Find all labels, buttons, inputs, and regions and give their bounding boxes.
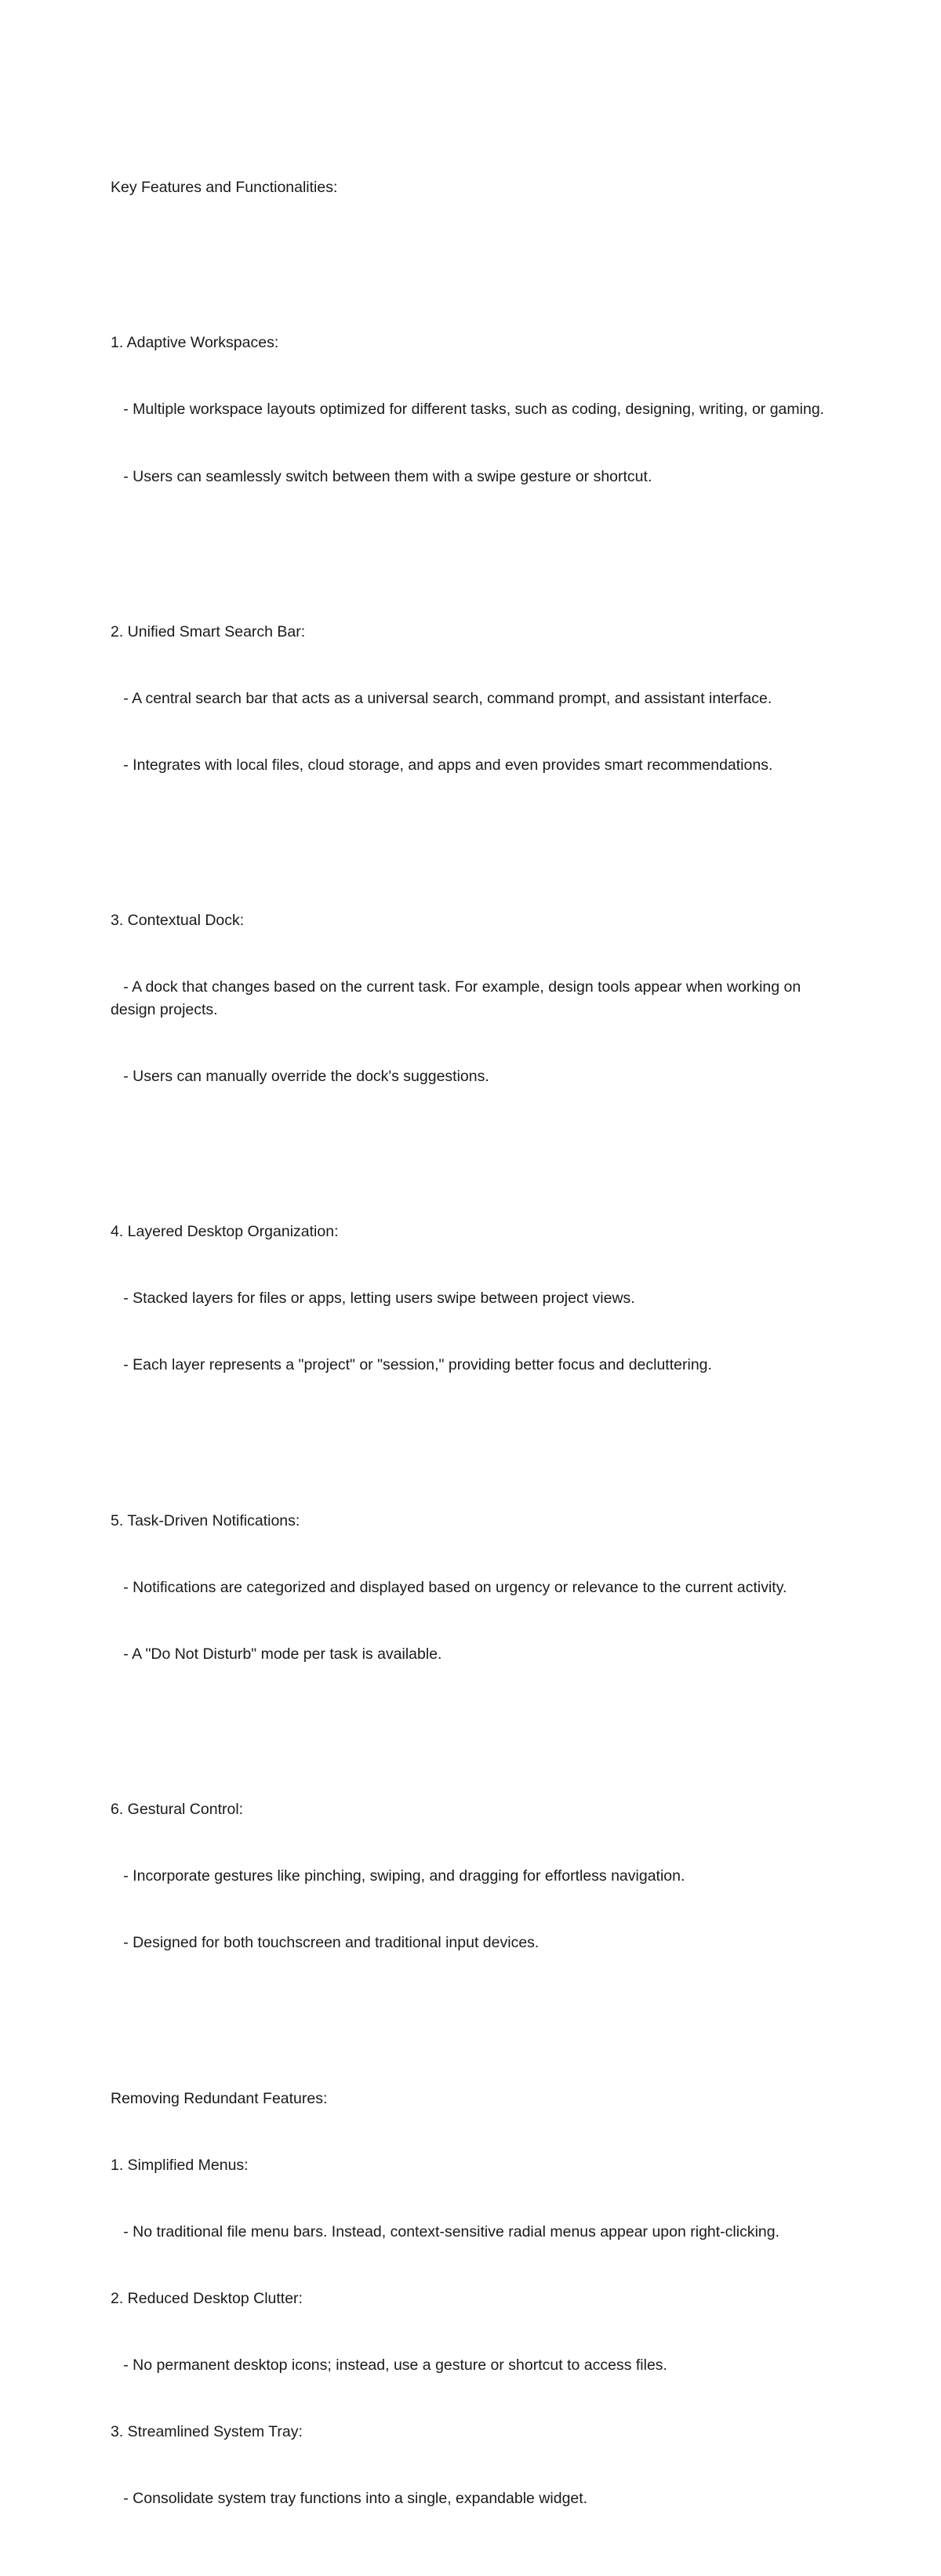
section-title-adaptive-workspaces: 1. Adaptive Workspaces: xyxy=(111,334,279,352)
section-bullet: - Each layer represents a "project" or "session," providing better focus and decluttering. xyxy=(111,1356,712,1374)
document-heading: Key Features and Functionalities: xyxy=(111,179,338,197)
removing-bullet: - No traditional file menu bars. Instead, context-sensitive radial menus appear upon right-clicking. xyxy=(111,2222,780,2240)
spacer xyxy=(111,1420,832,1442)
removing-title-system-tray: 3. Streamlined System Tray: xyxy=(111,2422,303,2440)
section-bullet: - Integrates with local files, cloud storage, and apps and even provides smart recommendations. xyxy=(111,756,773,774)
section-bullet: - A dock that changes based on the current task. For example, design tools appear when working on design projects. xyxy=(111,978,805,1018)
section-title-task-notifications: 5. Task-Driven Notifications: xyxy=(111,1511,300,1529)
removing-heading: Removing Redundant Features: xyxy=(111,2089,328,2107)
section-title-unified-search: 2. Unified Smart Search Bar: xyxy=(111,622,306,640)
section-title-layered-desktop: 4. Layered Desktop Organization: xyxy=(111,1223,339,1241)
removing-bullet: - No permanent desktop icons; instead, use a gesture or shortcut to access files. xyxy=(111,2356,667,2374)
spacer xyxy=(111,1998,832,2020)
section-bullet: - A "Do Not Disturb" mode per task is available. xyxy=(111,1645,442,1663)
section-bullet: - Designed for both touchscreen and traditional input devices. xyxy=(111,1934,540,1952)
section-bullet: - Stacked layers for files or apps, letting users swipe between project views. xyxy=(111,1290,635,1308)
section-bullet: - Notifications are categorized and displayed based on urgency or relevance to the current activity. xyxy=(111,1578,787,1596)
spacer xyxy=(111,1132,832,1154)
spacer xyxy=(111,532,832,554)
section-bullet: - Multiple workspace layouts optimized for different tasks, such as coding, designing, writing, or gaming. xyxy=(111,401,825,419)
section-bullet: - Incorporate gestures like pinching, swiping, and dragging for effortless navigation. xyxy=(111,1867,685,1885)
section-title-gestural-control: 6. Gestural Control: xyxy=(111,1801,244,1819)
spacer xyxy=(111,1710,832,1732)
removing-title-simplified-menus: 1. Simplified Menus: xyxy=(111,2156,249,2174)
section-bullet: - A central search bar that acts as a universal search, command prompt, and assistant interface. xyxy=(111,689,772,707)
spacer xyxy=(111,821,832,843)
removing-title-reduced-clutter: 2. Reduced Desktop Clutter: xyxy=(111,2289,303,2307)
section-bullet: - Users can seamlessly switch between them with a swipe gesture or shortcut. xyxy=(111,467,652,485)
section-title-contextual-dock: 3. Contextual Dock: xyxy=(111,912,245,930)
spacer xyxy=(111,243,832,265)
document-body xyxy=(111,110,832,2576)
section-bullet: - Users can manually override the dock's suggestions. xyxy=(111,1067,489,1085)
removing-bullet: - Consolidate system tray functions into a single, expandable widget. xyxy=(111,2489,588,2507)
